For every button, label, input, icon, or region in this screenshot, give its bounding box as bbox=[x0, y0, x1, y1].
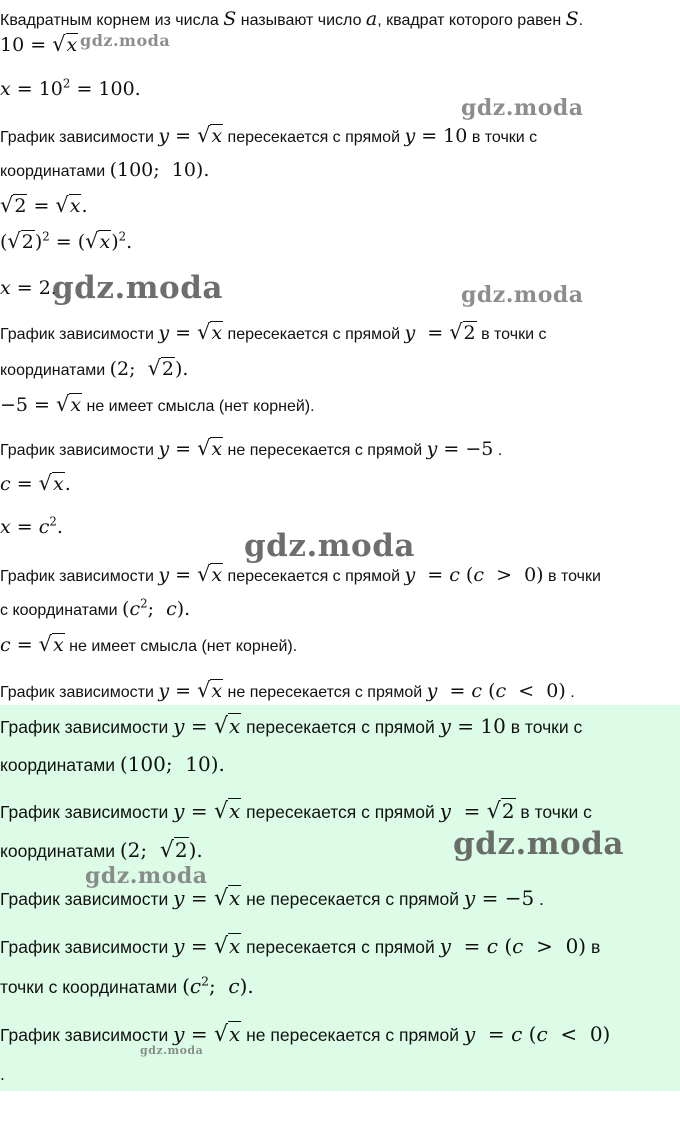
watermark: gdz.moda bbox=[80, 31, 171, 50]
equation-sqrt2: √2 = √x. bbox=[0, 193, 88, 217]
graph-line-4-coords: с координатами ($c^2$; c). bbox=[0, 596, 191, 620]
watermark: gdz.moda bbox=[52, 270, 223, 306]
answer-line-1-coords: координатами (100; 10). bbox=[0, 752, 225, 776]
graph-line-5: График зависимости y = √x не пересекается с прямой y = c (c < 0) . bbox=[0, 678, 575, 702]
equation-10-sqrt-x: 10 = √x bbox=[0, 32, 78, 56]
answer-block bbox=[0, 705, 680, 1091]
equation-x-2: x = 2. bbox=[0, 277, 57, 299]
graph-line-3: График зависимости y = √x не пересекается с прямой y = −5 . bbox=[0, 436, 503, 460]
graph-line-1: График зависимости y = √x пересекается с прямой y = 10 в точки с bbox=[0, 123, 538, 147]
watermark: gdz.moda bbox=[453, 826, 624, 862]
watermark: gdz.moda bbox=[85, 863, 208, 889]
graph-line-2-coords: координатами (2; √2). bbox=[0, 356, 189, 380]
answer-line-5-end: . bbox=[0, 1064, 5, 1084]
answer-line-5: График зависимости y = √x не пересекается с прямой y = c (c < 0) bbox=[0, 1022, 611, 1047]
equation-minus5: −5 = √x не имеет смысла (нет корней). bbox=[0, 392, 315, 416]
definition-line: Квадратным корнем из числа S называют число a, квадрат которого равен S. bbox=[0, 8, 584, 30]
answer-line-2-coords: координатами (2; √2). bbox=[0, 838, 203, 863]
answer-line-3: График зависимости y = √x не пересекается с прямой y = −5 . bbox=[0, 886, 544, 911]
answer-line-4-coords: точки с координатами ($c^2$; c). bbox=[0, 973, 254, 998]
equation-squared: $(√2)^2 = (√x)^2$. bbox=[0, 229, 133, 253]
graph-line-4: График зависимости y = √x пересекается с прямой y = c (c > 0) в точки bbox=[0, 562, 601, 586]
equation-x-100: $x = 10^2 = 100$. bbox=[0, 76, 141, 100]
watermark: gdz.moda bbox=[244, 528, 415, 564]
watermark: gdz.moda bbox=[461, 282, 584, 308]
graph-line-2: График зависимости y = √x пересекается с прямой y = √2 в точки с bbox=[0, 320, 547, 344]
watermark: gdz.moda bbox=[461, 95, 584, 121]
equation-c-sqrt-x: c = √x. bbox=[0, 471, 71, 495]
equation-c-no-roots: c = √x не имеет смысла (нет корней). bbox=[0, 632, 298, 656]
answer-line-1: График зависимости y = √x пересекается с прямой y = 10 в точки с bbox=[0, 714, 583, 739]
watermark: gdz.moda bbox=[140, 1044, 204, 1057]
equation-x-c2: $x = c^2$. bbox=[0, 514, 63, 538]
answer-line-4: График зависимости y = √x пересекается с прямой y = c (c > 0) в bbox=[0, 934, 601, 959]
graph-line-1-coords: координатами (100; 10). bbox=[0, 159, 210, 181]
answer-line-2: График зависимости y = √x пересекается с прямой y = √2 в точки с bbox=[0, 799, 592, 824]
